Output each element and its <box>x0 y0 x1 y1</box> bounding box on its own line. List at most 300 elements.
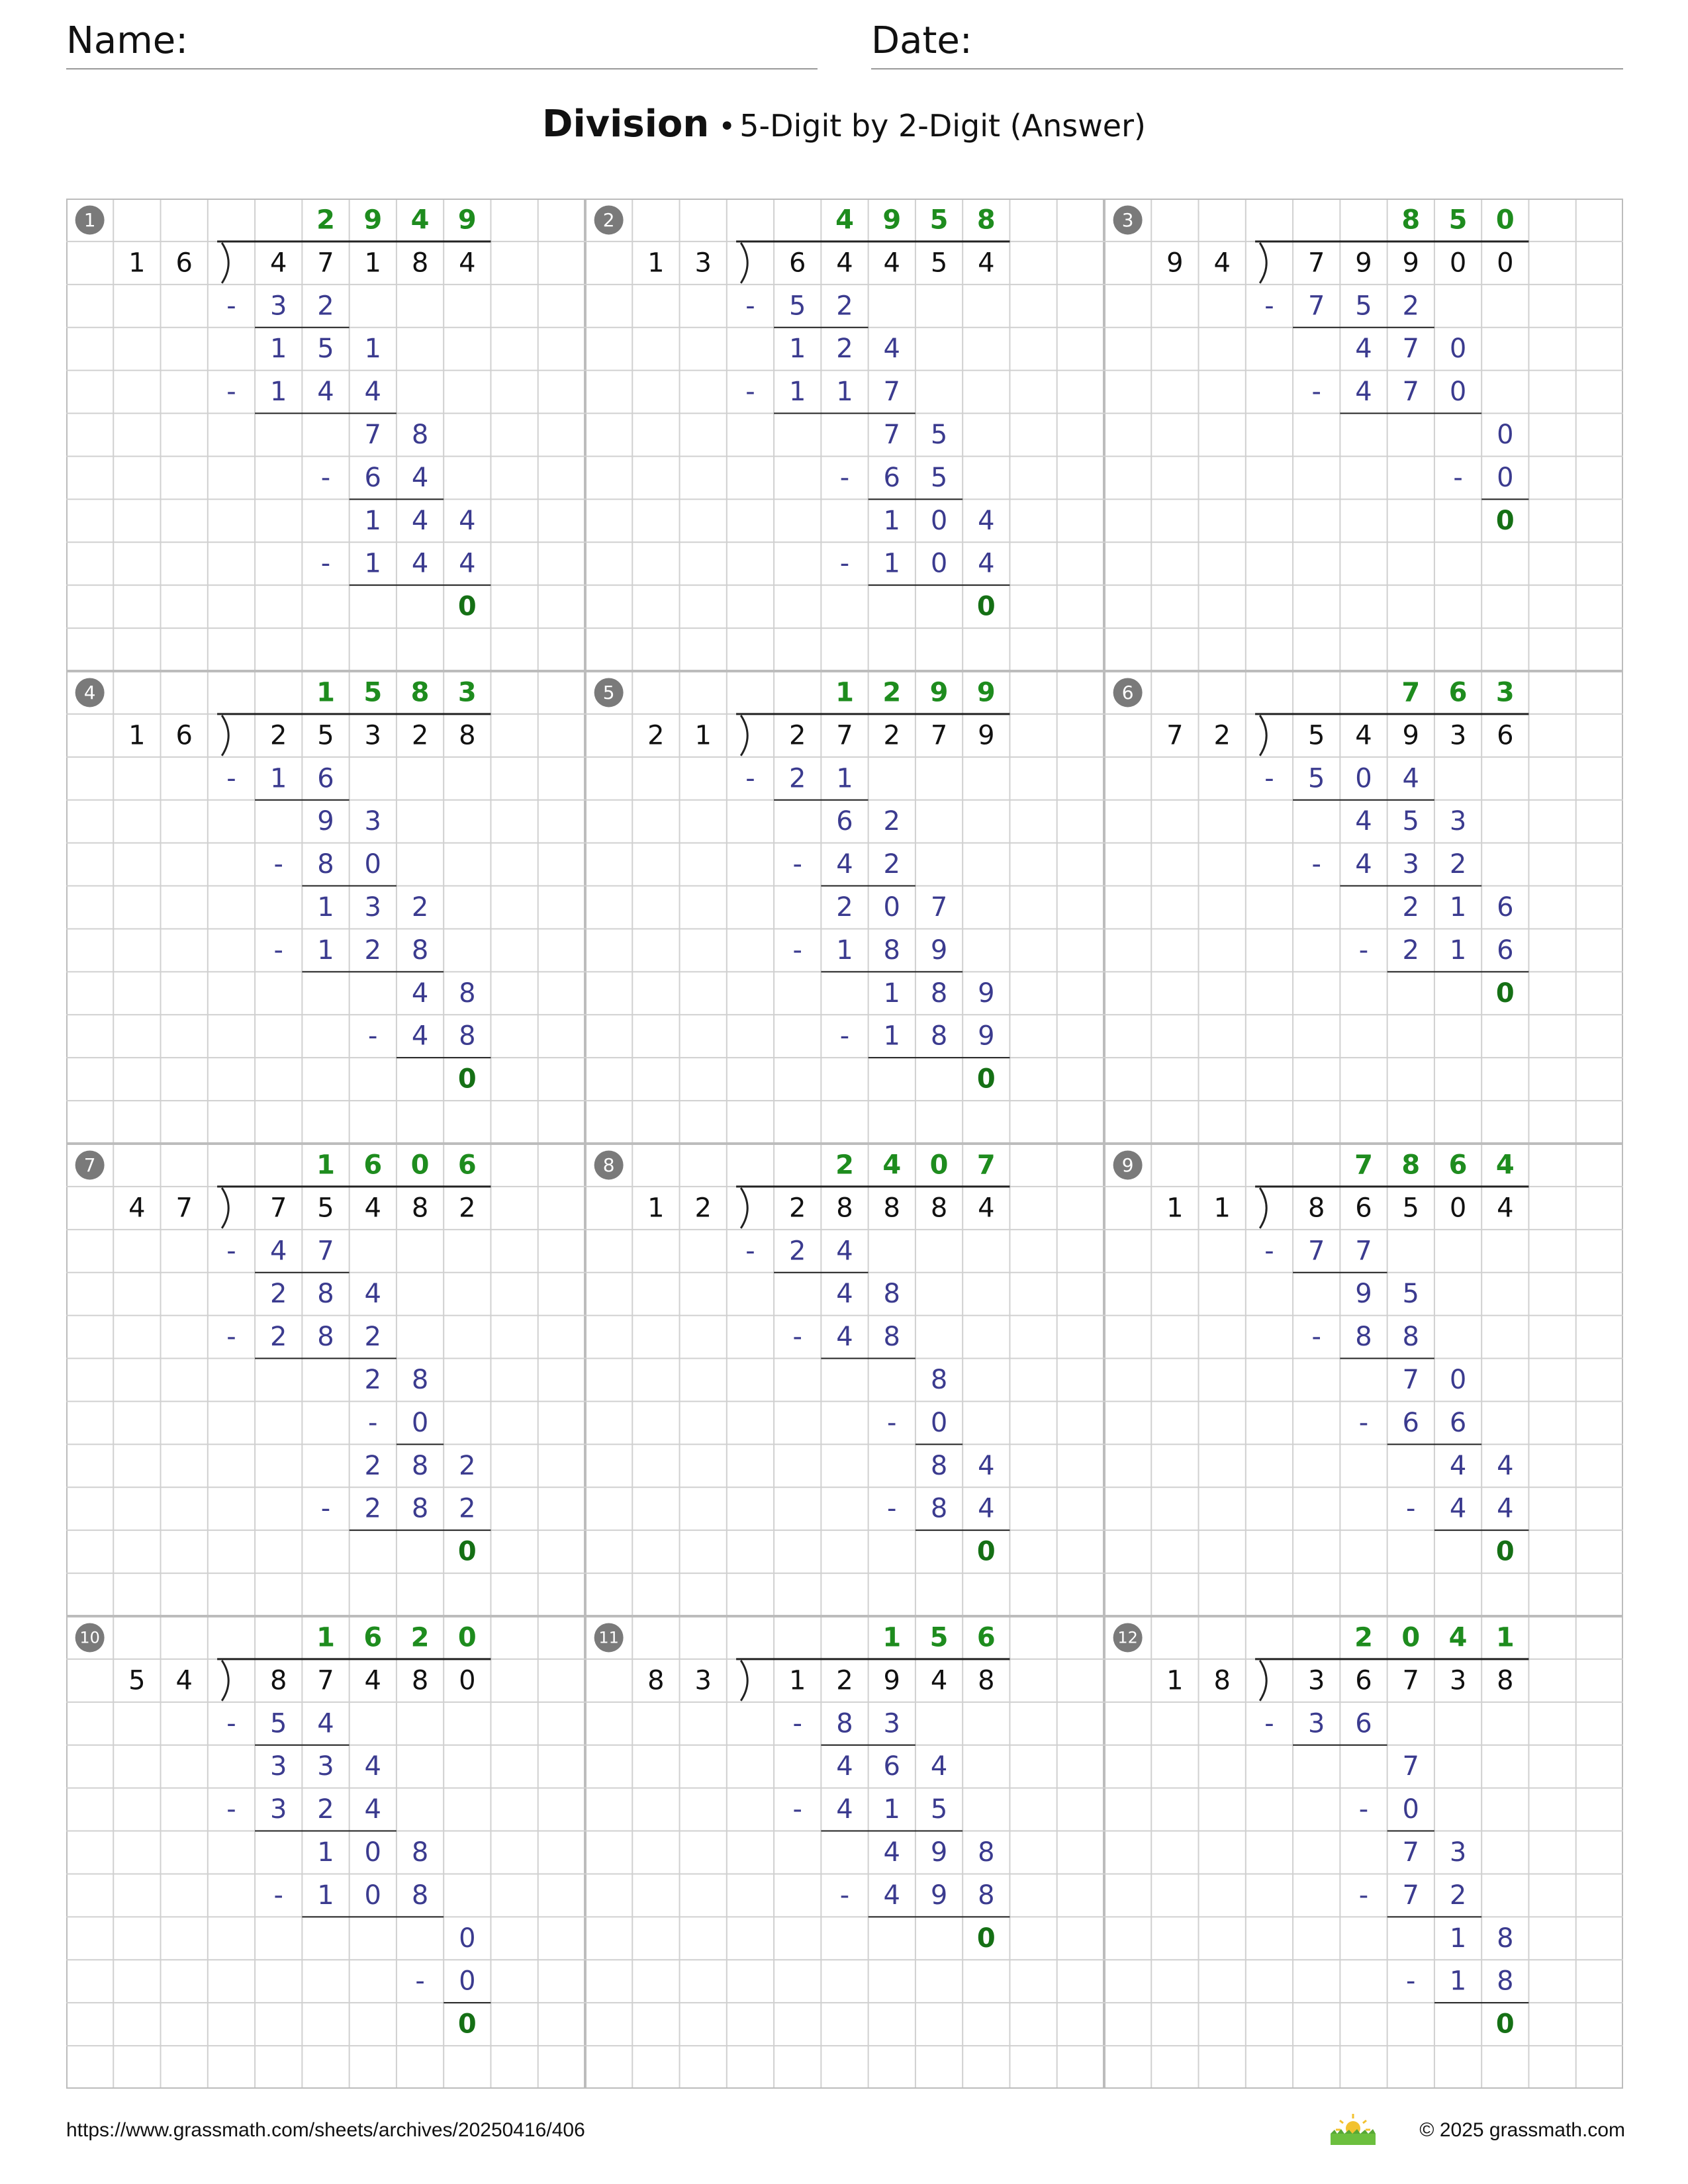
partial-digit: 7 <box>1402 334 1419 365</box>
subtrahend-digit: 4 <box>836 1236 853 1267</box>
quotient-digit: 0 <box>457 1622 477 1653</box>
quotient-digit: 0 <box>929 1150 949 1181</box>
dividend-digit: 6 <box>789 248 806 279</box>
divisor-digit: 6 <box>175 720 193 751</box>
divisor-digit: 4 <box>1213 248 1231 279</box>
subtrahend-digit: 2 <box>1402 934 1419 966</box>
subtrahend-digit: 5 <box>930 462 948 493</box>
quotient-digit: 0 <box>410 1150 430 1181</box>
subtrahend-digit: 8 <box>411 1880 429 1911</box>
subtrahend-digit: 8 <box>1355 1322 1372 1353</box>
divisor-digit: 1 <box>647 1193 665 1224</box>
dividend-digit: 2 <box>789 720 806 751</box>
partial-digit: 9 <box>978 978 995 1009</box>
minus-sign: - <box>745 1236 755 1267</box>
dividend-digit: 4 <box>930 1665 948 1696</box>
subtrahend-digit: 4 <box>836 1322 853 1353</box>
grassmath-logo-icon <box>1329 2113 1377 2146</box>
dividend-digit: 8 <box>930 1193 948 1224</box>
dividend-digit: 4 <box>364 1193 381 1224</box>
worksheet-grid <box>66 199 1623 2089</box>
partial-digit: 4 <box>836 1751 853 1782</box>
minus-sign: - <box>320 462 331 493</box>
subtrahend-digit: 6 <box>1402 1407 1419 1438</box>
divisor-digit: 1 <box>128 720 146 751</box>
subtrahend-digit: 0 <box>364 1880 381 1911</box>
footer-copyright: © 2025 grassmath.com <box>1419 2119 1625 2141</box>
minus-sign: - <box>1264 291 1274 322</box>
dividend-digit: 8 <box>1497 1665 1514 1696</box>
partial-digit: 8 <box>930 1450 948 1481</box>
divisor-digit: 7 <box>175 1193 193 1224</box>
divisor-digit: 1 <box>647 248 665 279</box>
division-bracket <box>1260 1661 1266 1701</box>
subtrahend-digit: 9 <box>978 1021 995 1052</box>
subtrahend-digit: 4 <box>1497 1493 1514 1524</box>
subtrahend-digit: 3 <box>1308 1708 1325 1739</box>
subtrahend-digit: 2 <box>883 849 900 880</box>
minus-sign: - <box>792 849 802 880</box>
subtrahend-digit: 0 <box>1402 1794 1419 1825</box>
dividend-digit: 1 <box>789 1665 806 1696</box>
remainder-digit: 0 <box>457 591 477 622</box>
subtrahend-digit: 1 <box>836 763 853 794</box>
dividend-digit: 3 <box>1449 720 1467 751</box>
dividend-digit: 7 <box>317 1665 334 1696</box>
problem-number: 8 <box>602 1154 615 1176</box>
subtrahend-digit: 8 <box>1402 1322 1419 1353</box>
minus-sign: - <box>1358 1407 1369 1438</box>
dividend-digit: 4 <box>978 248 995 279</box>
quotient-digit: 4 <box>410 205 430 236</box>
subtrahend-digit: 1 <box>883 1794 900 1825</box>
partial-digit: 6 <box>883 1751 900 1782</box>
dividend-digit: 2 <box>459 1193 476 1224</box>
subtrahend-digit: 1 <box>317 1880 334 1911</box>
subtrahend-digit: 1 <box>317 934 334 966</box>
division-bracket <box>1260 1188 1266 1228</box>
partial-digit: 2 <box>364 1450 381 1481</box>
partial-digit: 8 <box>411 1450 429 1481</box>
minus-sign: - <box>839 1880 850 1911</box>
partial-digit: 3 <box>364 892 381 923</box>
minus-sign: - <box>226 763 236 794</box>
partial-digit: 5 <box>317 334 334 365</box>
partial-digit: 7 <box>364 420 381 450</box>
divisor-digit: 9 <box>1166 248 1184 279</box>
minus-sign: - <box>1358 934 1369 966</box>
dividend-digit: 3 <box>1449 1665 1467 1696</box>
quotient-digit: 3 <box>457 677 477 708</box>
remainder-digit: 0 <box>457 1064 477 1095</box>
quotient-digit: 9 <box>363 205 383 236</box>
dividend-digit: 0 <box>1449 1193 1467 1224</box>
partial-digit: 0 <box>930 505 948 536</box>
subtrahend-digit: 6 <box>317 763 334 794</box>
dividend-digit: 6 <box>1355 1193 1372 1224</box>
subtrahend-digit: 5 <box>930 1794 948 1825</box>
dividend-digit: 4 <box>978 1193 995 1224</box>
subtrahend-digit: 9 <box>930 1880 948 1911</box>
partial-digit: 3 <box>317 1751 334 1782</box>
problem-number: 10 <box>79 1628 100 1647</box>
division-bracket <box>741 243 747 283</box>
subtrahend-digit: 8 <box>930 1021 948 1052</box>
dividend-digit: 5 <box>1402 1193 1419 1224</box>
partial-digit: 5 <box>1402 1279 1419 1310</box>
subtrahend-digit: 4 <box>883 1880 900 1911</box>
minus-sign: - <box>273 1880 283 1911</box>
subtrahend-digit: 4 <box>836 1794 853 1825</box>
partial-digit: 1 <box>270 334 287 365</box>
minus-sign: - <box>226 1322 236 1353</box>
minus-sign: - <box>368 1021 378 1052</box>
remainder-digit: 0 <box>976 1923 996 1954</box>
minus-sign: - <box>368 1407 378 1438</box>
subtrahend-digit: 7 <box>1402 377 1419 408</box>
subtrahend-digit: 4 <box>411 1021 429 1052</box>
minus-sign: - <box>745 291 755 322</box>
partial-digit: 4 <box>411 978 429 1009</box>
subtrahend-digit: 4 <box>836 849 853 880</box>
subtrahend-digit: 4 <box>1355 377 1372 408</box>
subtrahend-digit: 1 <box>364 548 381 579</box>
date-line[interactable] <box>871 68 1623 69</box>
subtrahend-digit: 1 <box>1449 1966 1467 1997</box>
subtrahend-digit: 4 <box>411 462 429 493</box>
quotient-digit: 4 <box>882 1150 902 1181</box>
minus-sign: - <box>792 1322 802 1353</box>
subtrahend-digit: 8 <box>978 1880 995 1911</box>
subtrahend-digit: 2 <box>789 763 806 794</box>
subtrahend-digit: 8 <box>930 1493 948 1524</box>
partial-digit: 8 <box>978 1837 995 1868</box>
problem-number: 11 <box>598 1628 619 1647</box>
partial-digit: 6 <box>836 806 853 837</box>
subtrahend-digit: 4 <box>1449 1493 1467 1524</box>
divisor-digit: 2 <box>1213 720 1231 751</box>
minus-sign: - <box>792 1708 802 1739</box>
partial-digit: 2 <box>1402 892 1419 923</box>
quotient-digit: 4 <box>835 205 854 236</box>
partial-digit: 3 <box>1449 806 1467 837</box>
quotient-digit: 1 <box>1495 1622 1515 1653</box>
quotient-digit: 5 <box>929 205 949 236</box>
remainder-digit: 0 <box>976 1536 996 1567</box>
minus-sign: - <box>839 1021 850 1052</box>
minus-sign: - <box>1264 763 1274 794</box>
dividend-digit: 4 <box>459 248 476 279</box>
partial-digit: 3 <box>1449 1837 1467 1868</box>
partial-digit: 7 <box>1402 1365 1419 1395</box>
divisor-digit: 3 <box>694 248 712 279</box>
subtrahend-digit: 2 <box>1449 849 1467 880</box>
date-label: Date: <box>871 19 972 62</box>
subtrahend-digit: 2 <box>364 1493 381 1524</box>
partial-digit: 0 <box>459 1923 476 1954</box>
minus-sign: - <box>273 849 283 880</box>
partial-digit: 8 <box>411 1837 429 1868</box>
subtrahend-digit: 8 <box>883 934 900 966</box>
dividend-digit: 3 <box>364 720 381 751</box>
partial-digit: 8 <box>411 420 429 450</box>
subtrahend-digit: 3 <box>883 1708 900 1739</box>
remainder-digit: 0 <box>976 1064 996 1095</box>
quotient-digit: 0 <box>1401 1622 1421 1653</box>
dividend-digit: 1 <box>364 248 381 279</box>
dividend-digit: 8 <box>270 1665 287 1696</box>
partial-digit: 0 <box>1497 420 1514 450</box>
dividend-digit: 3 <box>1308 1665 1325 1696</box>
quotient-digit: 6 <box>976 1622 996 1653</box>
subtrahend-digit: 8 <box>411 1493 429 1524</box>
quotient-digit: 6 <box>1448 1150 1468 1181</box>
subtrahend-digit: 2 <box>317 291 334 322</box>
problem-number: 9 <box>1121 1154 1134 1176</box>
quotient-digit: 6 <box>363 1150 383 1181</box>
quotient-digit: 9 <box>929 677 949 708</box>
minus-sign: - <box>320 1493 331 1524</box>
subtrahend-digit: 9 <box>930 934 948 966</box>
dividend-digit: 5 <box>317 1193 334 1224</box>
dividend-digit: 5 <box>1308 720 1325 751</box>
partial-digit: 8 <box>930 1365 948 1395</box>
dividend-digit: 5 <box>317 720 334 751</box>
partial-digit: 1 <box>883 505 900 536</box>
subtrahend-digit: 5 <box>1308 763 1325 794</box>
dividend-digit: 8 <box>459 720 476 751</box>
minus-sign: - <box>887 1407 897 1438</box>
partial-digit: 4 <box>364 1751 381 1782</box>
divisor-digit: 8 <box>1213 1665 1231 1696</box>
dividend-digit: 7 <box>930 720 948 751</box>
subtrahend-digit: 6 <box>1355 1708 1372 1739</box>
subtrahend-digit: 0 <box>930 548 948 579</box>
partial-digit: 3 <box>364 806 381 837</box>
divisor-digit: 1 <box>128 248 146 279</box>
partial-digit: 7 <box>883 420 900 450</box>
partial-digit: 8 <box>411 1365 429 1395</box>
divisor-digit: 2 <box>647 720 665 751</box>
subtrahend-digit: 6 <box>364 462 381 493</box>
subtrahend-digit: 7 <box>1308 291 1325 322</box>
partial-digit: 1 <box>317 1837 334 1868</box>
subtrahend-digit: 3 <box>1402 849 1419 880</box>
subtrahend-digit: 8 <box>411 934 429 966</box>
subtrahend-digit: 1 <box>270 763 287 794</box>
partial-digit: 8 <box>930 978 948 1009</box>
subtrahend-digit: 8 <box>317 1322 334 1353</box>
subtrahend-digit: 1 <box>883 1021 900 1052</box>
quotient-digit: 9 <box>457 205 477 236</box>
minus-sign: - <box>745 377 755 408</box>
subtrahend-digit: 4 <box>270 1236 287 1267</box>
partial-digit: 4 <box>1355 806 1372 837</box>
partial-digit: 7 <box>1402 1751 1419 1782</box>
partial-digit: 2 <box>270 1279 287 1310</box>
problem-number: 12 <box>1117 1628 1138 1647</box>
division-bracket <box>1260 715 1266 756</box>
subtrahend-digit: 8 <box>836 1708 853 1739</box>
dividend-digit: 9 <box>1355 248 1372 279</box>
divisor-digit: 7 <box>1166 720 1184 751</box>
subtrahend-digit: 1 <box>789 377 806 408</box>
minus-sign: - <box>1406 1493 1416 1524</box>
partial-digit: 2 <box>883 806 900 837</box>
subtrahend-digit: 4 <box>317 1708 334 1739</box>
subtrahend-digit: 0 <box>1497 462 1514 493</box>
divisor-digit: 1 <box>1166 1665 1184 1696</box>
dividend-digit: 2 <box>270 720 287 751</box>
subtrahend-digit: 7 <box>1355 1236 1372 1267</box>
name-line[interactable] <box>66 68 818 69</box>
partial-digit: 7 <box>930 892 948 923</box>
quotient-digit: 1 <box>835 677 854 708</box>
divisor-digit: 5 <box>128 1665 146 1696</box>
partial-digit: 8 <box>1497 1923 1514 1954</box>
division-bracket <box>222 1661 228 1701</box>
dividend-digit: 8 <box>836 1193 853 1224</box>
quotient-digit: 7 <box>1401 677 1421 708</box>
subtrahend-digit: 0 <box>1355 763 1372 794</box>
dividend-digit: 5 <box>930 248 948 279</box>
name-label: Name: <box>66 19 189 62</box>
subtrahend-digit: 5 <box>270 1708 287 1739</box>
subtrahend-digit: 2 <box>270 1322 287 1353</box>
dividend-digit: 7 <box>1402 1665 1419 1696</box>
problem-number: 4 <box>83 681 96 704</box>
partial-digit: 5 <box>930 420 948 450</box>
problem-number: 6 <box>1121 681 1134 704</box>
division-bracket <box>741 715 747 756</box>
quotient-digit: 9 <box>882 205 902 236</box>
quotient-digit: 8 <box>410 677 430 708</box>
subtrahend-digit: 2 <box>1402 291 1419 322</box>
subtrahend-digit: 1 <box>883 548 900 579</box>
minus-sign: - <box>792 1794 802 1825</box>
partial-digit: 1 <box>789 334 806 365</box>
subtrahend-digit: 7 <box>1308 1236 1325 1267</box>
minus-sign: - <box>415 1966 425 1997</box>
partial-digit: 4 <box>411 505 429 536</box>
subtrahend-digit: 7 <box>883 377 900 408</box>
minus-sign: - <box>839 462 850 493</box>
subtrahend-digit: 2 <box>789 1236 806 1267</box>
remainder-digit: 0 <box>457 2009 477 2040</box>
quotient-digit: 4 <box>1448 1622 1468 1653</box>
title-main: Division <box>542 103 710 146</box>
partial-digit: 2 <box>836 892 853 923</box>
dividend-digit: 4 <box>883 248 900 279</box>
minus-sign: - <box>1311 849 1321 880</box>
dividend-digit: 9 <box>978 720 995 751</box>
subtrahend-digit: 4 <box>978 1493 995 1524</box>
minus-sign: - <box>226 377 236 408</box>
division-bracket <box>222 243 228 283</box>
subtrahend-digit: 4 <box>317 377 334 408</box>
quotient-digit: 6 <box>457 1150 477 1181</box>
dividend-digit: 6 <box>1497 720 1514 751</box>
dividend-digit: 4 <box>1355 720 1372 751</box>
quotient-digit: 0 <box>1495 205 1515 236</box>
footer-url[interactable]: https://www.grassmath.com/sheets/archives/20250416/406 <box>66 2119 585 2141</box>
quotient-digit: 4 <box>1495 1150 1515 1181</box>
minus-sign: - <box>1311 377 1321 408</box>
partial-digit: 0 <box>364 1837 381 1868</box>
minus-sign: - <box>320 548 331 579</box>
dividend-digit: 7 <box>270 1193 287 1224</box>
partial-digit: 4 <box>930 1751 948 1782</box>
dividend-digit: 2 <box>789 1193 806 1224</box>
subtrahend-digit: 5 <box>789 291 806 322</box>
partial-digit: 6 <box>1497 892 1514 923</box>
subtrahend-digit: 4 <box>1402 763 1419 794</box>
subtrahend-digit: 0 <box>364 849 381 880</box>
divisor-digit: 4 <box>128 1193 146 1224</box>
divisor-digit: 3 <box>694 1665 712 1696</box>
subtrahend-digit: 1 <box>270 377 287 408</box>
division-bracket <box>222 1188 228 1228</box>
partial-digit: 2 <box>459 1450 476 1481</box>
partial-digit: 9 <box>1355 1279 1372 1310</box>
partial-digit: 4 <box>978 1450 995 1481</box>
division-bracket <box>741 1661 747 1701</box>
problem-number: 3 <box>1121 208 1134 231</box>
division-bracket <box>1260 243 1266 283</box>
subtrahend-digit: 2 <box>836 291 853 322</box>
quotient-digit: 2 <box>316 205 335 236</box>
dividend-digit: 8 <box>411 248 429 279</box>
dividend-digit: 7 <box>1308 248 1325 279</box>
subtrahend-digit: 4 <box>411 548 429 579</box>
subtrahend-digit: 7 <box>1402 1880 1419 1911</box>
subtrahend-digit: 0 <box>930 1407 948 1438</box>
minus-sign: - <box>226 1708 236 1739</box>
minus-sign: - <box>1264 1236 1274 1267</box>
partial-digit: 0 <box>1449 334 1467 365</box>
quotient-digit: 8 <box>1401 1150 1421 1181</box>
quotient-digit: 5 <box>363 677 383 708</box>
dividend-digit: 8 <box>411 1665 429 1696</box>
dividend-digit: 9 <box>883 1665 900 1696</box>
partial-digit: 9 <box>930 1837 948 1868</box>
partial-digit: 8 <box>317 1279 334 1310</box>
subtrahend-digit: 1 <box>1449 934 1467 966</box>
partial-digit: 2 <box>411 892 429 923</box>
partial-digit: 8 <box>883 1279 900 1310</box>
partial-digit: 4 <box>459 505 476 536</box>
dividend-digit: 6 <box>1355 1665 1372 1696</box>
subtrahend-digit: 4 <box>364 377 381 408</box>
minus-sign: - <box>1311 1322 1321 1353</box>
partial-digit: 7 <box>1402 1837 1419 1868</box>
partial-digit: 4 <box>836 1279 853 1310</box>
dividend-digit: 0 <box>459 1665 476 1696</box>
partial-digit: 1 <box>883 978 900 1009</box>
subtrahend-digit: 4 <box>364 1794 381 1825</box>
quotient-digit: 8 <box>976 205 996 236</box>
dividend-digit: 2 <box>836 1665 853 1696</box>
quotient-digit: 2 <box>410 1622 430 1653</box>
quotient-digit: 6 <box>1448 677 1468 708</box>
quotient-digit: 7 <box>1354 1150 1373 1181</box>
partial-digit: 4 <box>978 505 995 536</box>
problem-number: 1 <box>83 208 96 231</box>
remainder-digit: 0 <box>1495 978 1515 1009</box>
dividend-digit: 7 <box>317 248 334 279</box>
divisor-digit: 4 <box>175 1665 193 1696</box>
subtrahend-digit: 1 <box>836 377 853 408</box>
